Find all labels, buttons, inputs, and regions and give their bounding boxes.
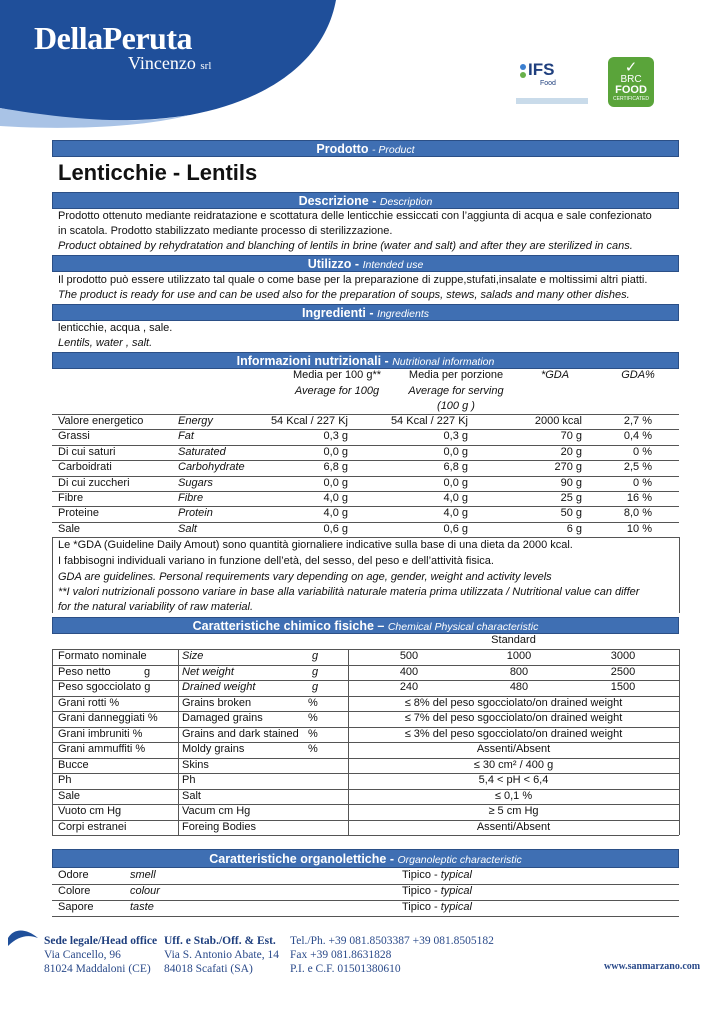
chemical-row-standard: ≥ 5 cm Hg [488, 805, 539, 817]
chemical-row-v1: 400 [399, 665, 419, 678]
chemical-row-v3: 3000 [610, 650, 636, 662]
nutrition-row-per100: 0,0 g [323, 476, 348, 489]
footer-wave-icon [6, 926, 40, 948]
nutrition-head-gda-pct: GDA% [621, 369, 655, 381]
nutrition-row-portion: 0,6 g [443, 522, 468, 535]
chemical-row-it: Grani rotti % [58, 696, 120, 709]
organoleptic-row-it: Odore [58, 869, 89, 881]
nutrition-row-gda-pct: 8,0 % [623, 507, 652, 520]
chemical-row-it: Bucce [58, 758, 89, 771]
chemical-row-standard: 5,4 < pH < 6,4 [478, 774, 549, 786]
nutrition-row-it: Proteine [58, 507, 99, 520]
chemical-border-std [348, 649, 349, 835]
nutrition-row-per100: 4,0 g [323, 492, 348, 504]
footer-offices: Uff. e Stab./Off. & Est. Via S. Antonio Abate, 14 84018 Scafati (SA) [164, 935, 279, 975]
chemical-row-it: Peso netto [58, 665, 111, 678]
organoleptic-row-it: Sapore [58, 901, 94, 913]
section-organoleptic: Caratteristiche organolettiche - Organoleptic characteristic [52, 849, 679, 868]
chemical-row-standard: ≤ 8% del peso sgocciolato/on drained weight [404, 696, 623, 709]
chemical-row-standard: ≤ 7% del peso sgocciolato/on drained weight [404, 712, 623, 724]
chemical-row-en: Moldy grains [182, 743, 245, 755]
section-use: Utilizzo - Intended use [52, 255, 679, 272]
nutrition-row-gda-pct: 0 % [633, 445, 652, 458]
ingredients-it: lenticchie, acqua , sale. [58, 322, 173, 334]
nutrition-row-it: Carboidrati [58, 461, 112, 474]
chemical-row-en: Net weight [182, 665, 234, 678]
nutrition-row-en: Carbohydrate [178, 461, 245, 474]
chemical-row-it: Grani danneggiati % [58, 712, 158, 724]
organoleptic-value-it: Tipico - [402, 885, 438, 897]
chemical-row-standard: ≤ 0,1 % [494, 789, 533, 802]
nutrition-row-gda: 25 g [560, 492, 582, 504]
chemical-row-it: Vuoto cm Hg [58, 805, 122, 817]
footer-head-office: Sede legale/Head office Via Cancello, 96 81024 Maddaloni (CE) [44, 935, 158, 975]
nutrition-row-en: Fibre [178, 492, 204, 504]
section-description: Descrizione - Description [52, 192, 679, 209]
brc-food-logo: ✓ BRC FOOD CERTIFICATED [608, 57, 654, 107]
organoleptic-row-value [402, 868, 472, 883]
chemical-row-standard: Assenti/Absent [476, 820, 551, 833]
nutrition-row-en: Fat [178, 430, 194, 443]
nutrition-row-gda-pct: 16 % [626, 492, 652, 504]
chemical-row-en-unit: % [308, 743, 318, 755]
organoleptic-row-en: colour [130, 885, 160, 897]
chemical-row-en-unit: g [312, 681, 319, 693]
nutrition-row-per100: 0,3 g [323, 430, 348, 443]
section-nutrition: Informazioni nutrizionali - Nutritional information [52, 352, 679, 369]
nutrition-head-portion-qty: (100 g ) [437, 400, 475, 412]
footer-contacts: Tel./Ph. +39 081.8503387 +39 081.8505182 Fax +39 081.8631828 P.I. e C.F. 01501380610 [290, 935, 494, 975]
nutrition-row-portion: 54 Kcal / 227 Kj [390, 415, 468, 427]
nutrition-row-per100: 4,0 g [323, 507, 348, 520]
chemical-row-v3: 1500 [610, 681, 636, 693]
chemical-row-en: Size [182, 650, 204, 662]
chemical-row-en-unit: % [308, 712, 318, 724]
chemical-row-standard: Assenti/Absent [476, 743, 551, 755]
nutrition-row-gda-pct: 0,4 % [623, 430, 652, 443]
chemical-row-en-unit: % [308, 727, 318, 740]
nutrition-row-portion: 0,0 g [443, 445, 468, 458]
chemical-row-rule [52, 835, 679, 836]
use-it: Il prodotto può essere utilizzato tal quale o come base per la preparazione di zuppe,stufati,insalate e moltissimi altri piatti. [58, 274, 648, 286]
notes-border-right [679, 537, 680, 613]
nutrition-row-gda: 90 g [560, 476, 582, 489]
nutrition-row-portion: 4,0 g [443, 507, 468, 520]
chemical-row-en: Drained weight [182, 681, 256, 693]
chemical-border-right [679, 649, 680, 835]
chemical-row-en: Foreing Bodies [182, 820, 256, 833]
nutrition-row-gda-pct: 10 % [626, 522, 652, 535]
nutrition-row-per100: 0,6 g [323, 522, 348, 535]
chemical-row-it: Formato nominale [58, 650, 147, 662]
nutrition-note-4: **I valori nutrizionali possono variare in base alla variabilità naturale materia prima utilizzata / Nutritional value can differ [58, 586, 640, 598]
nutrition-row-gda: 6 g [566, 522, 582, 535]
chemical-row-v1: 240 [399, 681, 419, 693]
nutrition-row-per100: 0,0 g [323, 445, 348, 458]
nutrition-row-portion: 6,8 g [443, 461, 468, 474]
nutrition-row-per100: 54 Kcal / 227 Kj [270, 415, 348, 427]
chemical-row-it: Ph [58, 774, 72, 786]
chemical-row-it-unit: g [144, 665, 151, 678]
section-chemical: Caratteristiche chimico fisiche – Chemical Physical characteristic [52, 617, 679, 634]
chemical-standard-head: Standard [491, 634, 536, 646]
organoleptic-row-value [402, 884, 472, 899]
chemical-row-en-unit: g [312, 650, 319, 662]
chemical-row-v3: 2500 [610, 665, 636, 678]
nutrition-row-gda-pct: 2,5 % [623, 461, 652, 474]
nutrition-row-per100: 6,8 g [323, 461, 348, 474]
chemical-row-v2: 480 [509, 681, 529, 693]
nutrition-row-it: Valore energetico [58, 415, 144, 427]
chemical-row-v2: 800 [509, 665, 529, 678]
nutrition-row-gda: 270 g [554, 461, 582, 474]
nutrition-note-2: I fabbisogni individuali variano in funzione dell’età, del sesso, del peso e dell’attività fisica. [58, 555, 494, 567]
nutrition-head-portion-it: Media per porzione [408, 369, 504, 381]
chemical-row-it: Grani ammuffiti % [58, 743, 146, 755]
chemical-row-en-unit: % [308, 696, 318, 709]
nutrition-row-gda-pct: 2,7 % [623, 415, 652, 427]
chemical-row-it: Peso sgocciolato g [58, 681, 151, 693]
footer-website: www.sanmarzano.com [604, 961, 701, 972]
nutrition-row-portion: 4,0 g [443, 492, 468, 504]
chemical-row-en: Ph [182, 774, 196, 786]
chemical-row-en: Salt [182, 789, 201, 802]
chemical-border-left [52, 649, 53, 835]
chemical-row-it: Sale [58, 789, 81, 802]
section-product: Prodotto - Product [52, 140, 679, 157]
nutrition-row-portion: 0,3 g [443, 430, 468, 443]
organoleptic-value-en: typical [440, 869, 472, 881]
organoleptic-row-value [402, 900, 472, 915]
nutrition-row-en: Saturated [178, 445, 226, 458]
nutrition-row-it: Di cui saturi [58, 445, 116, 458]
nutrition-row-gda: 70 g [560, 430, 582, 443]
chemical-row-v1: 500 [399, 650, 419, 662]
chemical-row-en: Skins [182, 758, 209, 771]
nutrition-row-en: Protein [178, 507, 213, 520]
nutrition-head-gda: *GDA [540, 369, 570, 381]
nutrition-row-gda-pct: 0 % [633, 476, 652, 489]
chemical-row-en: Grains and dark stained [182, 727, 299, 740]
organoleptic-row-rule [52, 916, 679, 917]
description-en: Product obtained by rehydratation and blanching of lentils in brine (water and salt) and after they are sterilized in cans. [58, 240, 633, 252]
chemical-row-en-unit: g [312, 665, 319, 678]
nutrition-head-portion-en: Average for serving [408, 385, 504, 397]
nutrition-row-en: Sugars [178, 476, 213, 489]
nutrition-row-it: Di cui zuccheri [58, 476, 130, 489]
chemical-border-mid [178, 649, 179, 835]
description-it-2: in scatola. Prodotto stabilizzato mediante processo di sterilizzazione. [58, 225, 393, 237]
organoleptic-value-it: Tipico - [402, 869, 438, 881]
organoleptic-value-en: typical [440, 885, 472, 897]
nutrition-row-gda: 50 g [560, 507, 582, 520]
organoleptic-value-en: typical [440, 901, 472, 913]
nutrition-row-it: Grassi [58, 430, 90, 443]
nutrition-note-3: GDA are guidelines. Personal requirements vary depending on age, gender, weight and activity levels [58, 571, 552, 583]
organoleptic-row-it: Colore [58, 885, 91, 897]
nutrition-note-5: for the natural variability of raw material. [58, 601, 254, 613]
nutrition-row-en: Salt [178, 522, 197, 535]
nutrition-head-100-en: Average for 100g [294, 385, 380, 397]
chemical-row-standard: ≤ 3% del peso sgocciolato/on drained weight [404, 727, 623, 740]
brand-logo: DellaPeruta [34, 20, 192, 56]
section-ingredients: Ingredienti - Ingredients [52, 304, 679, 321]
nutrition-row-en: Energy [178, 415, 213, 427]
nutrition-note-1: Le *GDA (Guideline Daily Amout) sono quantità giornaliere indicative sulla base di una dieta da 2000 kcal. [58, 539, 573, 551]
ingredients-en: Lentils, water , salt. [58, 337, 153, 349]
ifs-logo: IFS Food [516, 58, 588, 106]
chemical-row-en: Vacum cm Hg [182, 805, 251, 817]
chemical-row-en: Grains broken [182, 696, 252, 709]
nutrition-row-portion: 0,0 g [443, 476, 468, 489]
organoleptic-row-en: smell [130, 869, 156, 881]
nutrition-row-gda: 20 g [560, 445, 582, 458]
product-title: Lenticchie - Lentils [58, 160, 258, 185]
nutrition-row-it: Fibre [58, 492, 84, 504]
chemical-row-it: Grani imbruniti % [58, 727, 143, 740]
description-it-1: Prodotto ottenuto mediante reidratazione e scottatura delle lenticchie essiccati con l’aggiunta di acqua e sale confezionato [58, 210, 652, 222]
chemical-row-it: Corpi estranei [58, 820, 127, 833]
brand-sub: Vincenzo srl [128, 53, 212, 73]
notes-border-left [52, 537, 53, 613]
organoleptic-row-en: taste [130, 901, 154, 913]
use-en: The product is ready for use and can be used also for the preparation of soups, stews, salads and many other dishes. [58, 289, 630, 301]
organoleptic-value-it: Tipico - [402, 901, 438, 913]
nutrition-row-it: Sale [58, 522, 81, 535]
chemical-row-en: Damaged grains [182, 712, 263, 724]
nutrition-head-100-it: Media per 100 g** [292, 369, 382, 381]
chemical-row-v2: 1000 [506, 650, 532, 662]
nutrition-row-gda: 2000 kcal [534, 415, 582, 427]
chemical-row-standard: ≤ 30 cm² / 400 g [473, 758, 554, 771]
